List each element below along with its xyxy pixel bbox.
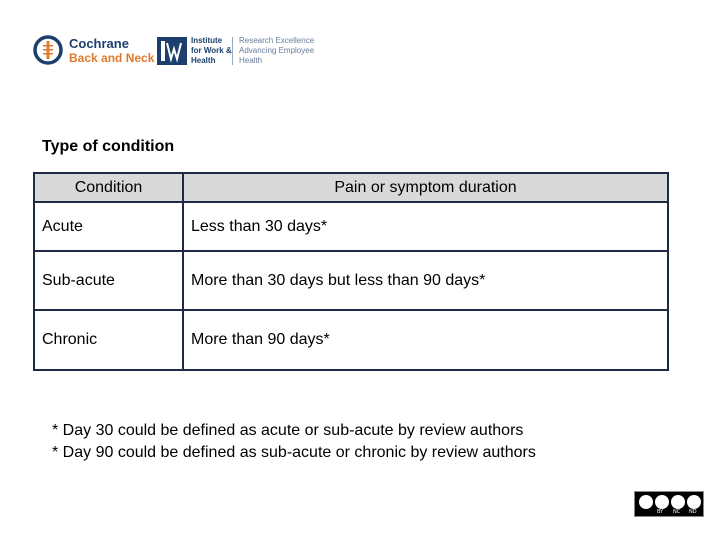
nc-icon: [670, 494, 686, 510]
iwh-line-1: Institute: [191, 36, 223, 45]
cochrane-logo-text: [69, 37, 154, 65]
nd-icon: [686, 494, 702, 510]
duration-cell: More than 90 days*: [183, 310, 668, 370]
cc-icon: [638, 494, 654, 510]
iwh-line-2: for Work &: [191, 46, 232, 55]
header-condition: Condition: [34, 173, 183, 202]
iwh-line-3: Health: [191, 56, 216, 65]
footnote: * Day 30 could be defined as acute or sub-acute by review authors: [52, 422, 524, 439]
license-label-by: BY: [657, 509, 664, 515]
condition-cell: Chronic: [34, 310, 183, 370]
tagline-line-1: Research Excellence: [239, 36, 315, 45]
by-icon: [654, 494, 670, 510]
iwh-logo-text: [191, 36, 232, 66]
cochrane-group: Back and Neck: [69, 51, 155, 65]
tagline-line-3: Health: [239, 56, 263, 65]
duration-cell: Less than 30 days*: [183, 202, 668, 251]
iwh-logo-icon: [157, 37, 187, 65]
condition-cell: Acute: [34, 202, 183, 251]
footnote: * Day 90 could be defined as sub-acute or chronic by review authors: [52, 444, 536, 461]
creative-commons-license-badge[interactable]: [634, 491, 704, 517]
cochrane-name: Cochrane: [69, 36, 129, 51]
table-row: [34, 251, 668, 310]
table-row: [34, 310, 668, 370]
license-label-nc: NC: [673, 509, 681, 515]
condition-table: [33, 172, 669, 371]
duration-cell: More than 30 days but less than 90 days*: [183, 251, 668, 310]
condition-cell: Sub-acute: [34, 251, 183, 310]
logo-divider: [232, 37, 233, 65]
logo-header: [33, 33, 333, 69]
table-row: [34, 202, 668, 251]
tagline: [239, 36, 314, 66]
license-label-nd: ND: [689, 509, 697, 515]
footnotes: [52, 420, 536, 464]
table-header-row: [34, 173, 668, 202]
tagline-line-2: Advancing Employee: [239, 46, 315, 55]
header-duration: Pain or symptom duration: [183, 173, 668, 202]
cochrane-logo-icon: [33, 35, 63, 65]
section-title: Type of condition: [42, 138, 175, 155]
